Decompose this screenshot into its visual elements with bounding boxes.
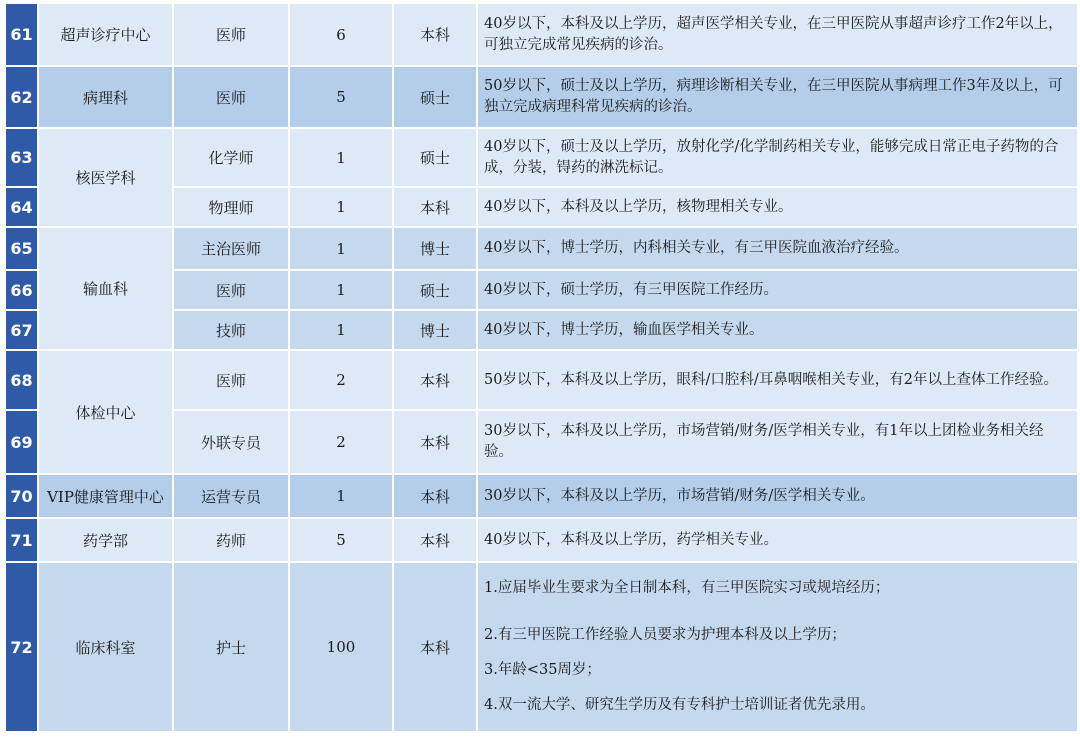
position-cell: 物理师 [173,187,289,227]
position-cell: 医师 [173,66,289,128]
department-cell: 输血科 [38,227,173,350]
row-number: 63 [5,128,38,187]
position-cell: 医师 [173,270,289,310]
requirements-cell: 50岁以下，本科及以上学历，眼科/口腔科/耳鼻咽喉相关专业，有2年以上查体工作经验。 [477,350,1078,410]
row-number: 62 [5,66,38,128]
degree-cell: 本科 [393,518,477,562]
requirement-item: 2.有三甲医院工作经验人员要求为护理本科及以上学历； [484,627,846,643]
headcount-cell: 100 [289,562,393,732]
degree-cell: 本科 [393,410,477,474]
degree-cell: 本科 [393,474,477,518]
degree-cell: 博士 [393,310,477,350]
headcount-cell: 1 [289,270,393,310]
headcount-cell: 1 [289,474,393,518]
department-cell: 药学部 [38,518,173,562]
position-cell: 医师 [173,3,289,66]
headcount-cell: 5 [289,66,393,128]
requirement-item: 4.双一流大学、研究生学历及有专科护士培训证者优先录用。 [484,697,875,713]
headcount-cell: 1 [289,310,393,350]
requirements-cell [477,562,1078,732]
row-number: 72 [5,562,38,732]
requirements-cell: 40岁以下，硕士学历，有三甲医院工作经历。 [477,270,1078,310]
table-row [5,518,1078,562]
position-cell: 化学师 [173,128,289,187]
table-row [5,562,1078,732]
table-row [5,3,1078,66]
row-number: 67 [5,310,38,350]
table-row [5,66,1078,128]
headcount-cell: 1 [289,187,393,227]
position-cell: 主治医师 [173,227,289,270]
degree-cell: 硕士 [393,66,477,128]
table-row [5,227,1078,270]
table-row [5,350,1078,410]
degree-cell: 本科 [393,350,477,410]
headcount-cell: 2 [289,350,393,410]
position-cell: 护士 [173,562,289,732]
degree-cell: 博士 [393,227,477,270]
requirements-cell: 30岁以下，本科及以上学历，市场营销/财务/医学相关专业。 [477,474,1078,518]
requirement-item: 3.年龄<35周岁； [484,662,601,678]
headcount-cell: 2 [289,410,393,474]
requirements-cell: 40岁以下，本科及以上学历，核物理相关专业。 [477,187,1078,227]
headcount-cell: 1 [289,128,393,187]
requirements-cell: 40岁以下，硕士及以上学历，放射化学/化学制药相关专业，能够完成日常正电子药物的合成，分装，锝药的淋洗标记。 [477,128,1078,187]
department-cell: 病理科 [38,66,173,128]
requirements-cell: 40岁以下，本科及以上学历，药学相关专业。 [477,518,1078,562]
row-number: 68 [5,350,38,410]
row-number: 71 [5,518,38,562]
row-number: 70 [5,474,38,518]
row-number: 64 [5,187,38,227]
requirements-cell: 50岁以下，硕士及以上学历，病理诊断相关专业，在三甲医院从事病理工作3年及以上，可独立完成病理科常见疾病的诊治。 [477,66,1078,128]
position-cell: 运营专员 [173,474,289,518]
requirements-cell: 40岁以下，博士学历，内科相关专业，有三甲医院血液治疗经验。 [477,227,1078,270]
position-cell: 外联专员 [173,410,289,474]
headcount-cell: 6 [289,3,393,66]
requirement-item: 1.应届毕业生要求为全日制本科，有三甲医院实习或规培经历； [484,580,890,596]
position-cell: 技师 [173,310,289,350]
department-cell: VIP健康管理中心 [38,474,173,518]
degree-cell: 本科 [393,3,477,66]
department-cell: 临床科室 [38,562,173,732]
row-number: 65 [5,227,38,270]
recruitment-table [4,2,1079,733]
row-number: 66 [5,270,38,310]
department-cell: 超声诊疗中心 [38,3,173,66]
degree-cell: 本科 [393,562,477,732]
headcount-cell: 1 [289,227,393,270]
department-cell: 核医学科 [38,128,173,227]
row-number: 61 [5,3,38,66]
headcount-cell: 5 [289,518,393,562]
table-row [5,474,1078,518]
degree-cell: 硕士 [393,270,477,310]
table-row [5,128,1078,187]
degree-cell: 硕士 [393,128,477,187]
position-cell: 药师 [173,518,289,562]
requirements-cell: 40岁以下，博士学历，输血医学相关专业。 [477,310,1078,350]
requirements-cell: 40岁以下，本科及以上学历，超声医学相关专业，在三甲医院从事超声诊疗工作2年以上，可独立完成常见疾病的诊治。 [477,3,1078,66]
row-number: 69 [5,410,38,474]
degree-cell: 本科 [393,187,477,227]
requirements-cell: 30岁以下，本科及以上学历，市场营销/财务/医学相关专业，有1年以上团检业务相关经验。 [477,410,1078,474]
department-cell: 体检中心 [38,350,173,474]
position-cell: 医师 [173,350,289,410]
